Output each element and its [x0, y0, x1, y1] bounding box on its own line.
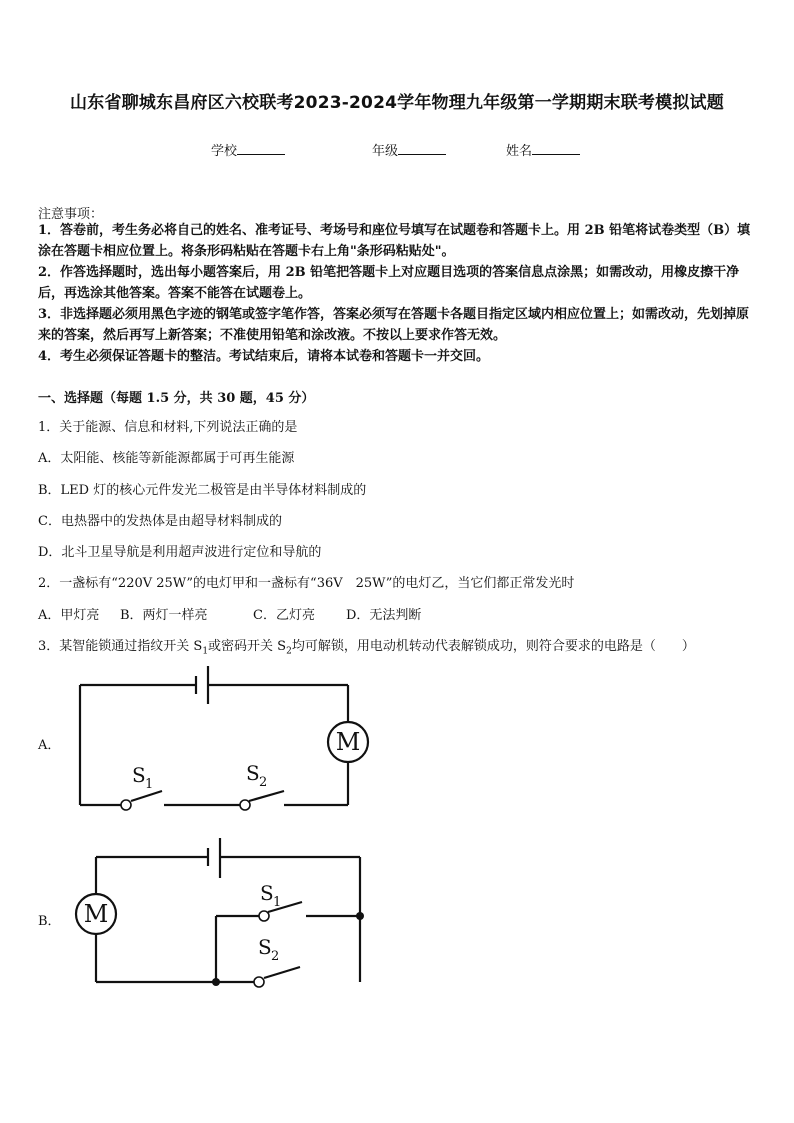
s2-a-sub: 2	[259, 775, 268, 790]
s2-b-letter: S	[258, 935, 272, 959]
school-field	[211, 140, 285, 159]
motor-b-label: M	[83, 900, 109, 928]
s2-b-sub: 2	[271, 949, 280, 964]
q3-stem-part2: 或密码开关 S	[208, 639, 287, 654]
exam-title: 山东省聊城东昌府区六校联考2023-2024学年物理九年级第一学期期末联考模拟试题	[70, 93, 724, 113]
q3-stem-part1: 3．某智能锁通过指纹开关 S	[38, 639, 203, 654]
notes-heading: 注意事项：	[38, 207, 104, 222]
q2-option-b: B．两灯一样亮	[120, 608, 208, 623]
q3-sub1: 1	[202, 646, 209, 657]
motor-a-label: M	[335, 728, 361, 756]
question-3-stem	[38, 635, 695, 657]
grade-label: 年级	[372, 144, 399, 159]
q1-option-d: D．北斗卫星导航是利用超声波进行定位和导航的	[38, 545, 322, 560]
q2-option-c: C．乙灯亮	[253, 608, 315, 623]
q1-option-b: B．LED 灯的核心元件发光二极管是由半导体材料制成的	[38, 483, 367, 498]
s1-b-letter: S	[260, 881, 274, 905]
name-field	[506, 140, 580, 159]
note-item: 4．考生必须保证答题卡的整洁。考试结束后，请将本试卷和答题卡一并交回。	[38, 349, 490, 364]
q3-sub2: 2	[286, 646, 292, 657]
circuit-b-diagram	[70, 830, 380, 1000]
s1-a-sub: 1	[145, 777, 154, 792]
circuit-a-diagram	[70, 660, 380, 820]
note-item: 3．非选择题必须用黑色字迹的钢笔或签字笔作答，答案必须写在答题卡各题目指定区域内相应位置上；如需改动，先划掉原来的答案，然后再写上新答案；不准使用铅笔和涂改液。不按以上要求作答无效。	[38, 307, 750, 343]
name-blank	[532, 142, 580, 155]
s1-a-letter: S	[132, 763, 146, 787]
section-heading: 一、选择题（每题 1.5 分，共 30 题，45 分）	[38, 391, 315, 406]
name-label: 姓名	[506, 144, 533, 159]
s1-b-sub: 1	[273, 895, 282, 910]
s2-a-letter: S	[246, 761, 260, 785]
note-item: 1．答卷前，考生务必将自己的姓名、准考证号、考场号和座位号填写在试题卷和答题卡上。用 2B 铅笔将试卷类型（B）填涂在答题卡相应位置上。将条形码粘贴在答题卡右上角"条形码粘贴处"。	[38, 223, 751, 259]
grade-field	[372, 140, 446, 159]
q3-stem-part3: 均可解锁，用电动机转动代表解锁成功，则符合要求的电路是（ ）	[291, 639, 695, 654]
school-blank	[237, 142, 285, 155]
q1-option-c: C．电热器中的发热体是由超导材料制成的	[38, 514, 282, 529]
question-2-stem: 2．一盏标有“220V 25W”的电灯甲和一盏标有“36V 25W”的电灯乙，当它们都正常发光时	[38, 576, 575, 591]
q2-option-d: D．无法判断	[346, 608, 422, 623]
q3-option-a-label: A．	[38, 738, 61, 753]
q3-option-b-label: B．	[38, 914, 61, 929]
grade-blank	[398, 142, 446, 155]
question-1-stem: 1．关于能源、信息和材料,下列说法正确的是	[38, 420, 298, 435]
q1-option-a: A．太阳能、核能等新能源都属于可再生能源	[38, 451, 295, 466]
school-label: 学校	[211, 144, 238, 159]
q2-option-a: A．甲灯亮	[38, 608, 100, 623]
note-item: 2．作答选择题时，选出每小题答案后，用 2B 铅笔把答题卡上对应题目选项的答案信息点涂黑；如需改动，用橡皮擦干净后，再选涂其他答案。答案不能答在试题卷上。	[38, 265, 740, 301]
